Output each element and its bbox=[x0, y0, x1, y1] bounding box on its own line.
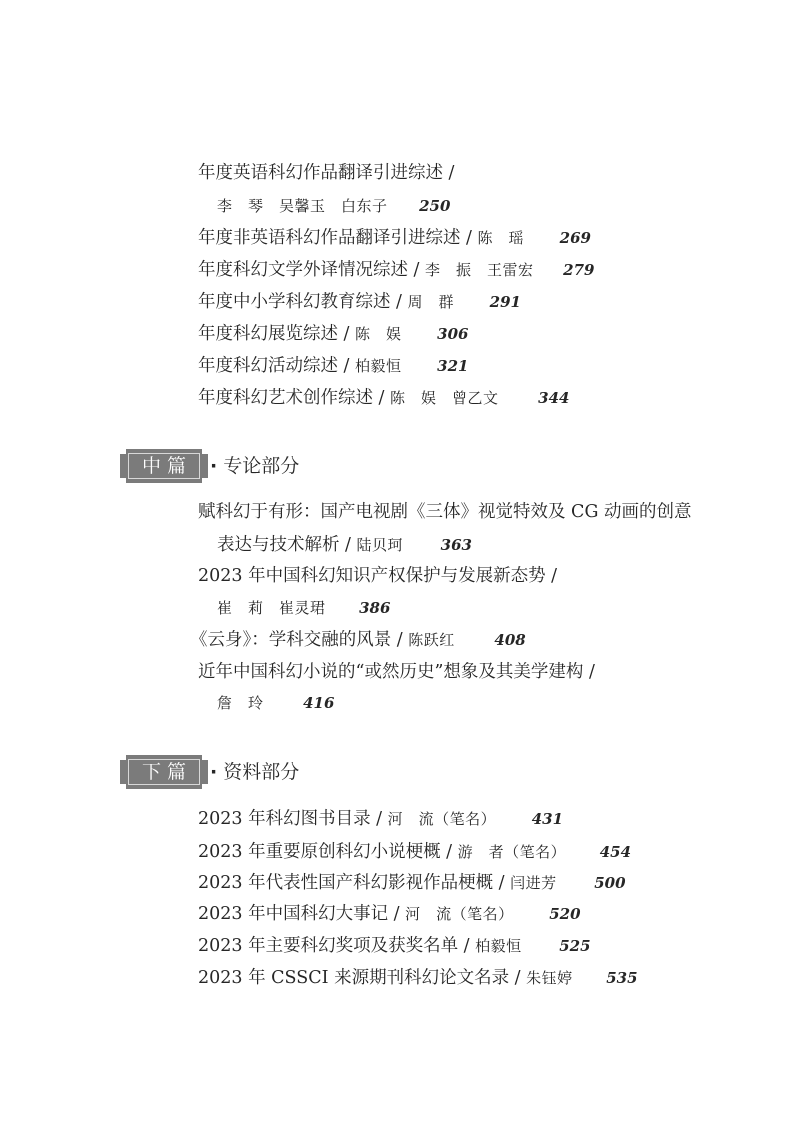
toc-entry[interactable] bbox=[198, 161, 454, 185]
entry-title: 表达与技术解析 / bbox=[217, 535, 351, 555]
section-title: · 专论部分 bbox=[210, 455, 300, 477]
entry-author: 陈跃红 bbox=[408, 631, 455, 649]
entry-author: 柏毅恒 bbox=[355, 357, 402, 375]
entry-page: 431 bbox=[531, 810, 564, 828]
toc-entry[interactable] bbox=[217, 596, 390, 620]
entry-author: 詹 玲 bbox=[217, 694, 264, 712]
entry-page: 291 bbox=[489, 293, 521, 311]
entry-title: 赋科幻于有形：国产电视剧《三体》视觉特效及 CG 动画的创意 bbox=[198, 502, 692, 522]
entry-page: 321 bbox=[437, 357, 469, 375]
entry-author: 闫进芳 bbox=[510, 874, 557, 892]
entry-author: 陈 瑶 bbox=[477, 229, 525, 247]
entry-page: 363 bbox=[440, 536, 472, 554]
entry-author: 朱钰婷 bbox=[526, 969, 573, 987]
section-title: · 资料部分 bbox=[210, 761, 300, 783]
entry-title: 2023 年科幻图书目录 / bbox=[198, 809, 383, 829]
entry-author: 河 流（笔名） bbox=[387, 810, 497, 828]
section-title-text: 资料部分 bbox=[223, 761, 300, 783]
toc-entry[interactable] bbox=[198, 500, 692, 524]
entry-page: 525 bbox=[559, 937, 591, 955]
entry-author: 周 群 bbox=[407, 293, 455, 311]
entry-title: 年度非英语科幻作品翻译引进综述 / bbox=[198, 228, 472, 248]
toc-entry[interactable] bbox=[198, 354, 468, 378]
entry-title: 2023 年重要原创科幻小说梗概 / bbox=[198, 842, 453, 862]
toc-entry[interactable] bbox=[198, 386, 569, 410]
toc-entry[interactable] bbox=[198, 322, 468, 346]
entry-title: 《云身》：学科交融的风景 / bbox=[190, 630, 403, 650]
toc-entry[interactable] bbox=[198, 934, 591, 958]
section-tag-label: 下篇 bbox=[141, 761, 192, 783]
entry-author: 陆贝珂 bbox=[356, 536, 404, 554]
entry-title: 年度科幻文学外译情况综述 / bbox=[198, 260, 420, 280]
entry-page: 250 bbox=[419, 197, 451, 215]
entry-page: 416 bbox=[303, 694, 335, 712]
entry-title: 年度科幻活动综述 / bbox=[198, 356, 350, 376]
entry-author: 陈 娱 曾乙文 bbox=[390, 389, 499, 407]
entry-title: 年度科幻展览综述 / bbox=[198, 324, 350, 344]
entry-title: 2023 年中国科幻大事记 / bbox=[198, 904, 400, 924]
entry-title: 年度英语科幻作品翻译引进综述 / bbox=[198, 163, 455, 183]
toc-entry[interactable] bbox=[198, 840, 631, 864]
entry-author: 李 振 王雷宏 bbox=[425, 261, 534, 279]
entry-author: 游 者（笔名） bbox=[457, 843, 567, 861]
toc-entry[interactable] bbox=[198, 966, 638, 990]
entry-title: 年度中小学科幻教育综述 / bbox=[198, 292, 402, 312]
entry-author: 陈 娱 bbox=[355, 325, 402, 343]
entry-title: 近年中国科幻小说的“或然历史”想象及其美学建构 / bbox=[198, 662, 595, 682]
toc-entry[interactable] bbox=[217, 533, 472, 557]
entry-page: 535 bbox=[606, 969, 638, 987]
entry-page: 500 bbox=[594, 874, 626, 892]
toc-entry[interactable] bbox=[198, 902, 581, 926]
entry-page: 520 bbox=[549, 905, 581, 923]
entry-title: 2023 年代表性国产科幻影视作品梗概 / bbox=[198, 873, 505, 893]
entry-title: 2023 年中国科幻知识产权保护与发展新态势 / bbox=[198, 566, 558, 586]
toc-entry[interactable] bbox=[198, 807, 563, 831]
toc-entry[interactable] bbox=[198, 290, 521, 314]
entry-title: 2023 年 CSSCI 来源期刊科幻论文名录 / bbox=[198, 968, 521, 988]
section-title-text: 专论部分 bbox=[223, 455, 300, 477]
toc-entry[interactable] bbox=[198, 226, 591, 250]
toc-entry[interactable] bbox=[217, 194, 450, 218]
entry-page: 344 bbox=[538, 389, 570, 407]
entry-page: 269 bbox=[559, 229, 591, 247]
entry-page: 386 bbox=[359, 599, 391, 617]
toc-entry[interactable] bbox=[198, 258, 594, 282]
entry-title: 2023 年主要科幻奖项及获奖名单 / bbox=[198, 936, 470, 956]
entry-page: 454 bbox=[599, 843, 632, 861]
section-tag-label: 中篇 bbox=[141, 455, 192, 477]
entry-page: 306 bbox=[437, 325, 469, 343]
toc-entry[interactable] bbox=[198, 871, 626, 895]
toc-entry[interactable] bbox=[198, 564, 557, 588]
toc-entry[interactable] bbox=[198, 660, 595, 684]
entry-author: 河 流（笔名） bbox=[405, 905, 514, 923]
entry-author: 李 琴 吴馨玉 白东子 bbox=[217, 197, 388, 215]
entry-page: 408 bbox=[494, 631, 526, 649]
toc-entry[interactable] bbox=[190, 628, 526, 652]
entry-page: 279 bbox=[563, 261, 595, 279]
toc-entry[interactable] bbox=[217, 691, 334, 715]
entry-author: 崔 莉 崔灵珺 bbox=[217, 599, 326, 617]
entry-title: 年度科幻艺术创作综述 / bbox=[198, 388, 385, 408]
entry-author: 柏毅恒 bbox=[475, 937, 522, 955]
